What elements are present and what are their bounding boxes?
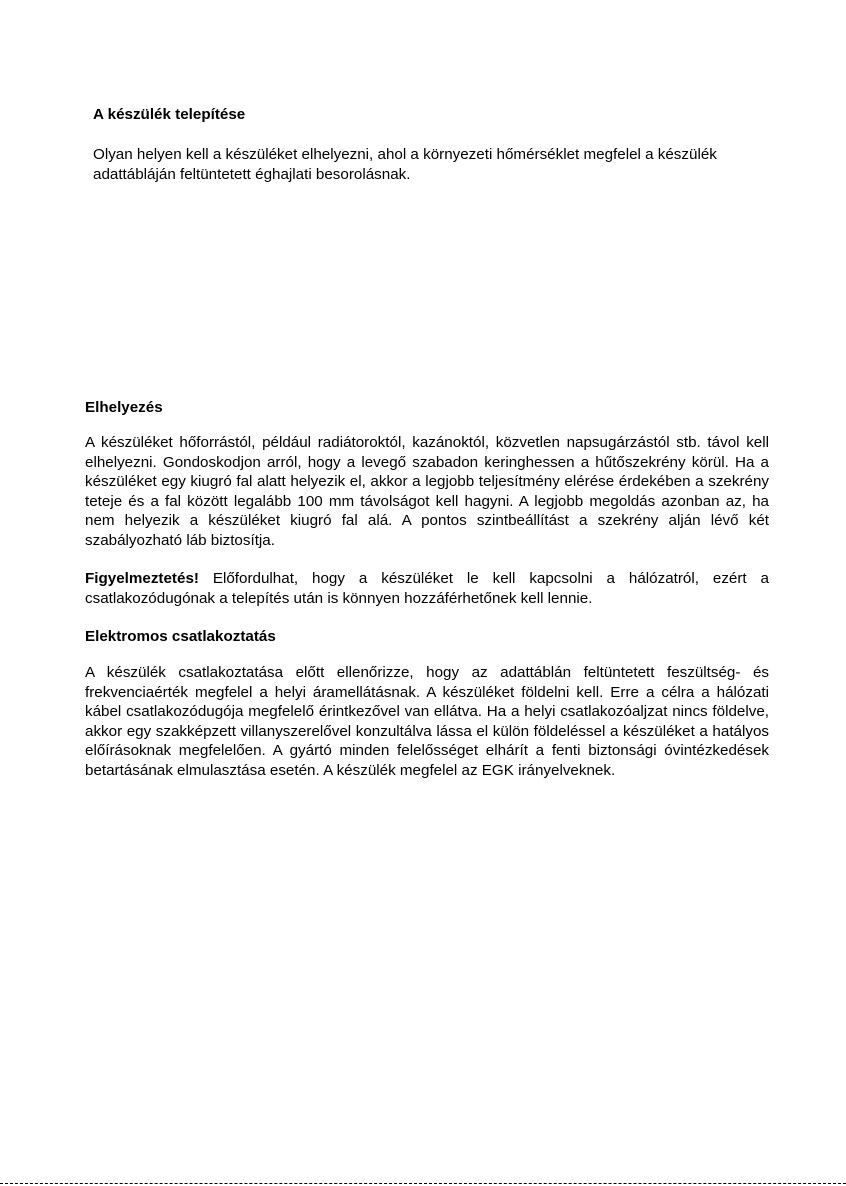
paragraph-install: Olyan helyen kell a készüléket elhelyezni, ahol a környezeti hőmérséklet megfelel a készülék adattábláján feltüntetett éghajlati besorolásnak.	[93, 146, 717, 183]
warning-paragraph	[85, 569, 769, 608]
warning-label: Figyelmeztetés!	[85, 570, 199, 587]
footer-divider	[0, 1183, 846, 1184]
paragraph-electric: A készülék csatlakoztatása előtt ellenőrizze, hogy az adattáblán feltüntetett feszültség- és frekvenciaérték megfelel a helyi áramellátásnak. A készüléket földelni kell. Erre a célra a hálózati kábel csatlakozódugója megfelelő érintkezővel van ellátva. Ha a helyi csatlakozóaljzat nincs földelve, akkor egy szakképzett villanyszerelővel konzultálva lássa el külön földeléssel a készüléket a hatályos előírásoknak megfelelően. A gyártó minden felelősséget elhárít a fenti biztonsági óvintézkedések betartásának elmulasztása esetén. A készülék megfelel az EGK irányelveknek.	[85, 664, 769, 779]
warning-text: Előfordulhat, hogy a készüléket le kell kapcsolni a hálózatról, ezért a csatlakozódugónak a telepítés után is könnyen hozzáférhetőnek kell lennie.	[85, 570, 769, 607]
section-heading-install: A készülék telepítése	[93, 106, 246, 123]
paragraph-placement: A készüléket hőforrástól, például radiátoroktól, kazánoktól, közvetlen napsugárzástól stb. távol kell elhelyezni. Gondoskodjon arról, hogy a levegő szabadon keringhessen a hűtőszekrény körül. Ha a készüléket egy kiugró fal alatt helyezik el, akkor a legjobb teljesítmény elérése érdekében a szekrény teteje és a fal között legalább 100 mm távolságot kell hagyni. A legjobb megoldás azonban az, ha nem helyezik a készüléket kiugró fal alá. A pontos szintbeállítást a szekrény alján lévő két szabályozható láb biztosítja.	[85, 434, 769, 549]
section-heading-electric: Elektromos csatlakoztatás	[85, 628, 276, 645]
section-heading-placement: Elhelyezés	[85, 399, 163, 416]
